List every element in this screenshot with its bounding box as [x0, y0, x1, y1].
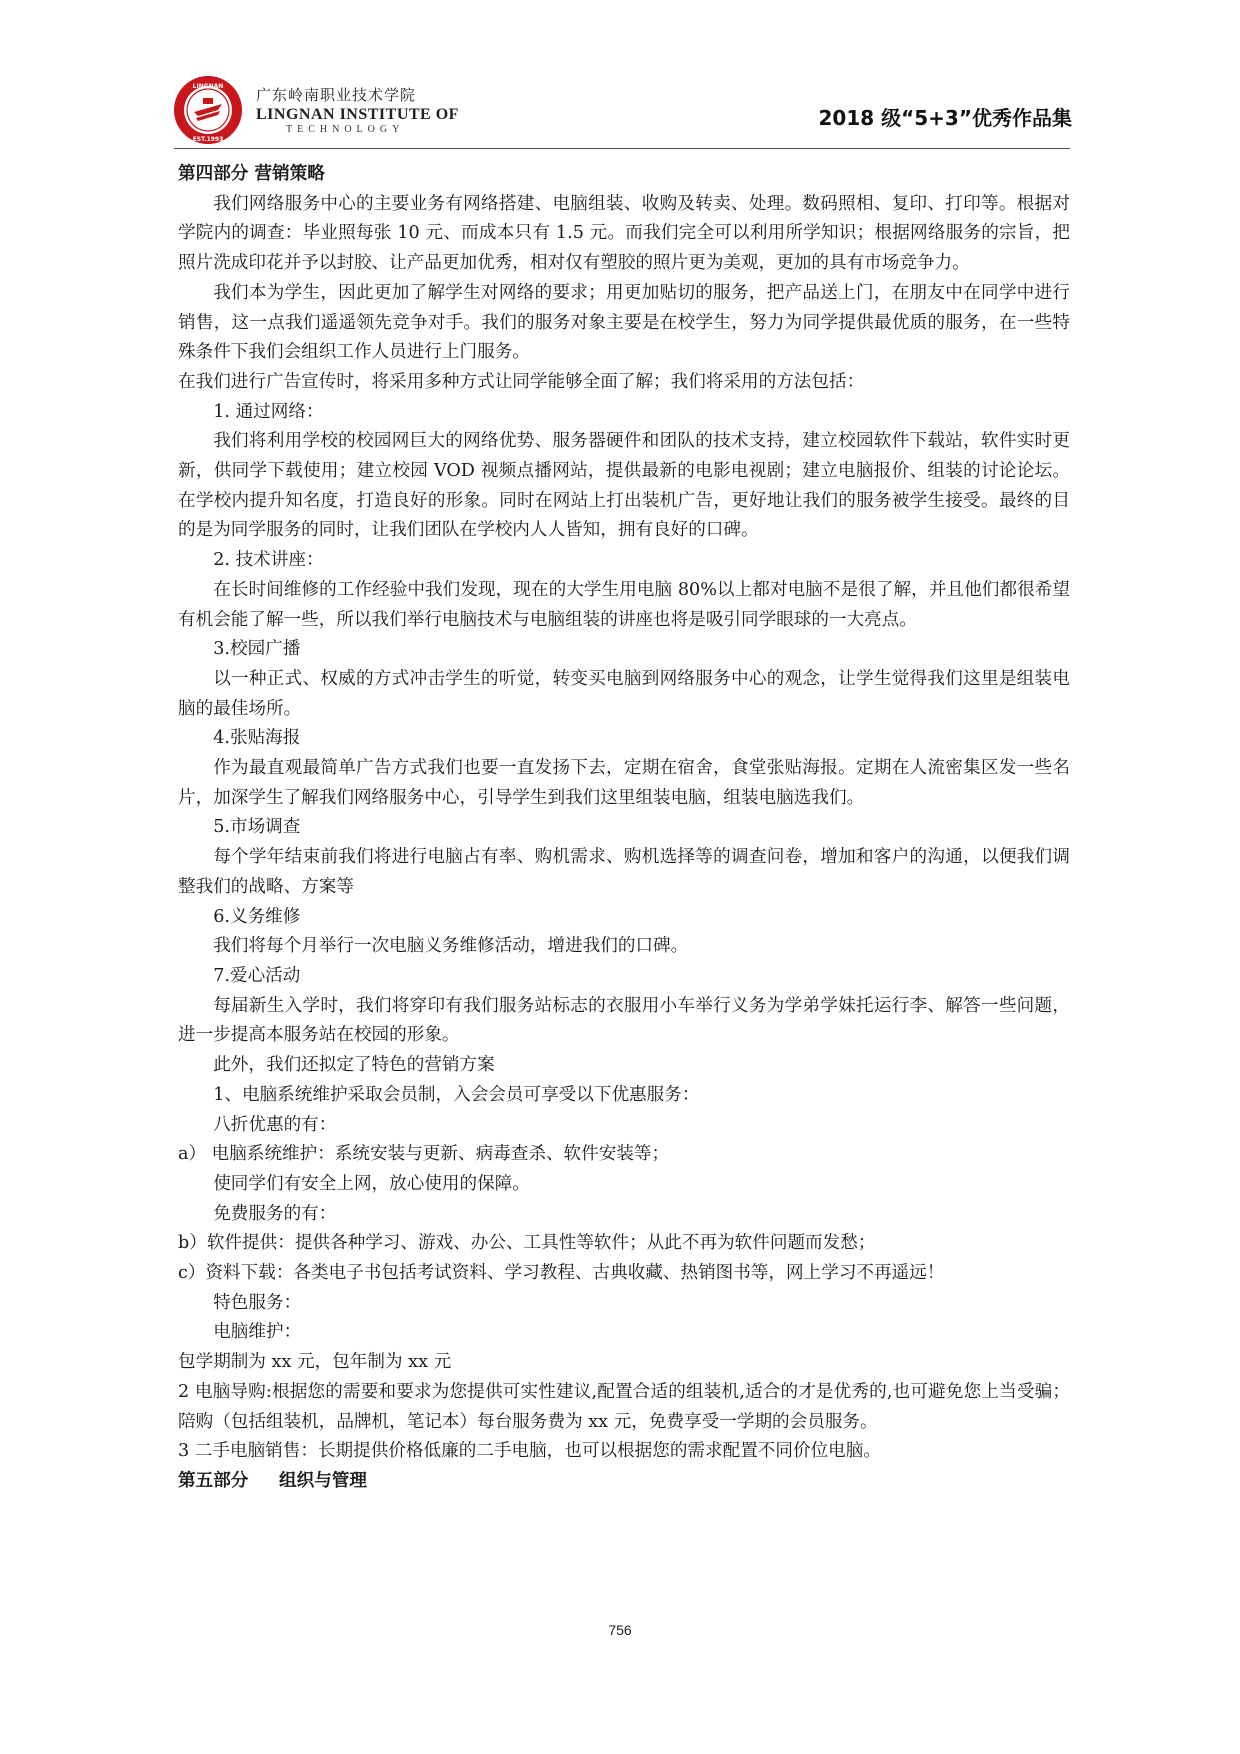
extra-plan-intro: 此外，我们还拟定了特色的营销方案: [213, 1055, 495, 1076]
paragraph-business: 我们网络服务中心的主要业务有网络搭建、电脑组装、收购及转卖、处理。数码照相、复印、打印等。根据对学院内的调查：毕业照每张 10 元、而成本只有 1.5 元。而我们完全可以利用所学知识；根据网络服务的宗旨，把照片洗成印花并予以封胶、让产品更加优秀，相对仅有塑胶的照片更为美观，更加的具有市场竞争力。: [178, 193, 1070, 274]
section5-heading: 第五部分 组织与管理: [178, 1470, 367, 1491]
org-name-en-line2: TECHNOLOGY: [286, 124, 405, 135]
method-5-title: 5.市场调查: [213, 817, 301, 838]
collection-title: 2018 级“5+3”优秀作品集: [818, 106, 1072, 130]
method-2-text: 在长时间维修的工作经验中我们发现，现在的大学生用电脑 80%以上都对电脑不是很了解，并且他们都很希望有机会能了解一些，所以我们举行电脑技术与电脑组装的讲座也将是吸引同学眼球的一大亮点。: [178, 579, 1070, 630]
svg-text:EST.1993: EST.1993: [192, 136, 224, 143]
method-3-title: 3.校园广播: [213, 639, 301, 660]
method-1-title: 1. 通过网络：: [213, 401, 324, 422]
org-name-en-line1: LINGNAN INSTITUTE OF: [256, 106, 459, 123]
method-7-title: 7.爱心活动: [213, 965, 301, 986]
item-c: c）资料下载：各类电子书包括考试资料、学习教程、古典收藏、热销图书等，网上学习不再遥远！: [178, 1263, 945, 1284]
org-name-block: [256, 84, 459, 135]
method-5-text: 每个学年结束前我们将进行电脑占有率、购机需求、购机选择等的调查问卷，增加和客户的沟通，以便我们调整我们的战略、方案等: [178, 847, 1070, 897]
item-b: b）软件提供：提供各种学习、游戏、办公、工具性等软件；从此不再为软件问题而发愁；: [178, 1233, 876, 1254]
method-1-text: 我们将利用学校的校园网巨大的网络优势、服务器硬件和团队的技术支持，建立校园软件下载站，软件实时更新，供同学下载使用；建立校园 VOD 视频点播网站，提供最新的电影电视剧；建立电脑报价、组装的讨论论坛。在学校内提升知名度，打造良好的形象。同时在网站上打出装机广告，更好地让我们的服务被学生接受。最终的目的是为同学服务的同时，让我们团队在学校内人人皆知，拥有良好的口碑。: [178, 431, 1070, 541]
page-number: 756: [608, 1622, 632, 1638]
org-name-cn: 广东岭南职业技术学院: [256, 86, 417, 104]
plan-1-membership: 1、电脑系统维护采取会员制，入会会员可享受以下优惠服务：: [213, 1084, 700, 1105]
method-7-text: 每届新生入学时，我们将穿印有我们服务站标志的衣服用小车举行义务为学弟学妹托运行李、解答一些问题，进一步提高本服务站在校园的形象。: [178, 995, 1070, 1046]
price-line: 包学期制为 xx 元，包年制为 xx 元: [178, 1352, 452, 1373]
section4-heading: 第四部分 营销策略: [178, 164, 325, 184]
svg-text:LINGNAN: LINGNAN: [192, 83, 224, 90]
free-title: 免费服务的有：: [213, 1203, 337, 1224]
header-divider: [174, 148, 1070, 149]
method-4-title: 4.张贴海报: [213, 728, 301, 749]
item-a-detail: 使同学们有安全上网，放心使用的保障。: [213, 1173, 530, 1194]
document-body: [178, 160, 1070, 1497]
page-header: [172, 74, 1072, 144]
discount-title: 八折优惠的有：: [213, 1114, 337, 1135]
paragraph-advertising: 在我们进行广告宣传时，将采用多种方式让同学能够全面了解；我们将采用的方法包括：: [178, 371, 865, 392]
method-6-text: 我们将每个月举行一次电脑义务维修活动，增进我们的口碑。: [213, 936, 689, 957]
special-title: 特色服务：: [213, 1292, 302, 1313]
method-6-title: 6.义务维修: [213, 906, 301, 927]
method-3-text: 以一种正式、权威的方式冲击学生的听觉，转变买电脑到网络服务中心的观念，让学生觉得我们这里是组装电脑的最佳场所。: [178, 668, 1070, 719]
plan-3-secondhand: 3 二手电脑销售：长期提供价格低廉的二手电脑，也可以根据您的需求配置不同价位电脑。: [178, 1441, 881, 1462]
repair-title: 电脑维护：: [213, 1322, 302, 1343]
college-logo-icon: [172, 74, 244, 146]
item-a: a） 电脑系统维护：系统安装与更新、病毒查杀、软件安装等；: [178, 1144, 670, 1165]
method-4-text: 作为最直观最简单广告方式我们也要一直发扬下去，定期在宿舍，食堂张贴海报。定期在人流密集区发一些名片，加深学生了解我们网络服务中心，引导学生到我们这里组装电脑，组装电脑选我们。: [178, 758, 1070, 808]
method-2-title: 2. 技术讲座：: [213, 550, 324, 571]
plan-2-guide: 2 电脑导购:根据您的需要和要求为您提供可实性建议,配置合适的组装机,适合的才是优秀的,也可避免您上当受骗；陪购（包括组装机，品牌机，笔记本）每台服务费为 xx 元，免费享受一学期的会员服务。: [178, 1381, 1070, 1432]
paragraph-students: 我们本为学生，因此更加了解学生对网络的要求；用更加贴切的服务，把产品送上门，在朋友中在同学中进行销售，这一点我们遥遥领先竞争对手。我们的服务对象主要是在校学生，努力为同学提供最优质的服务，在一些特殊条件下我们会组织工作人员进行上门服务。: [178, 282, 1070, 363]
